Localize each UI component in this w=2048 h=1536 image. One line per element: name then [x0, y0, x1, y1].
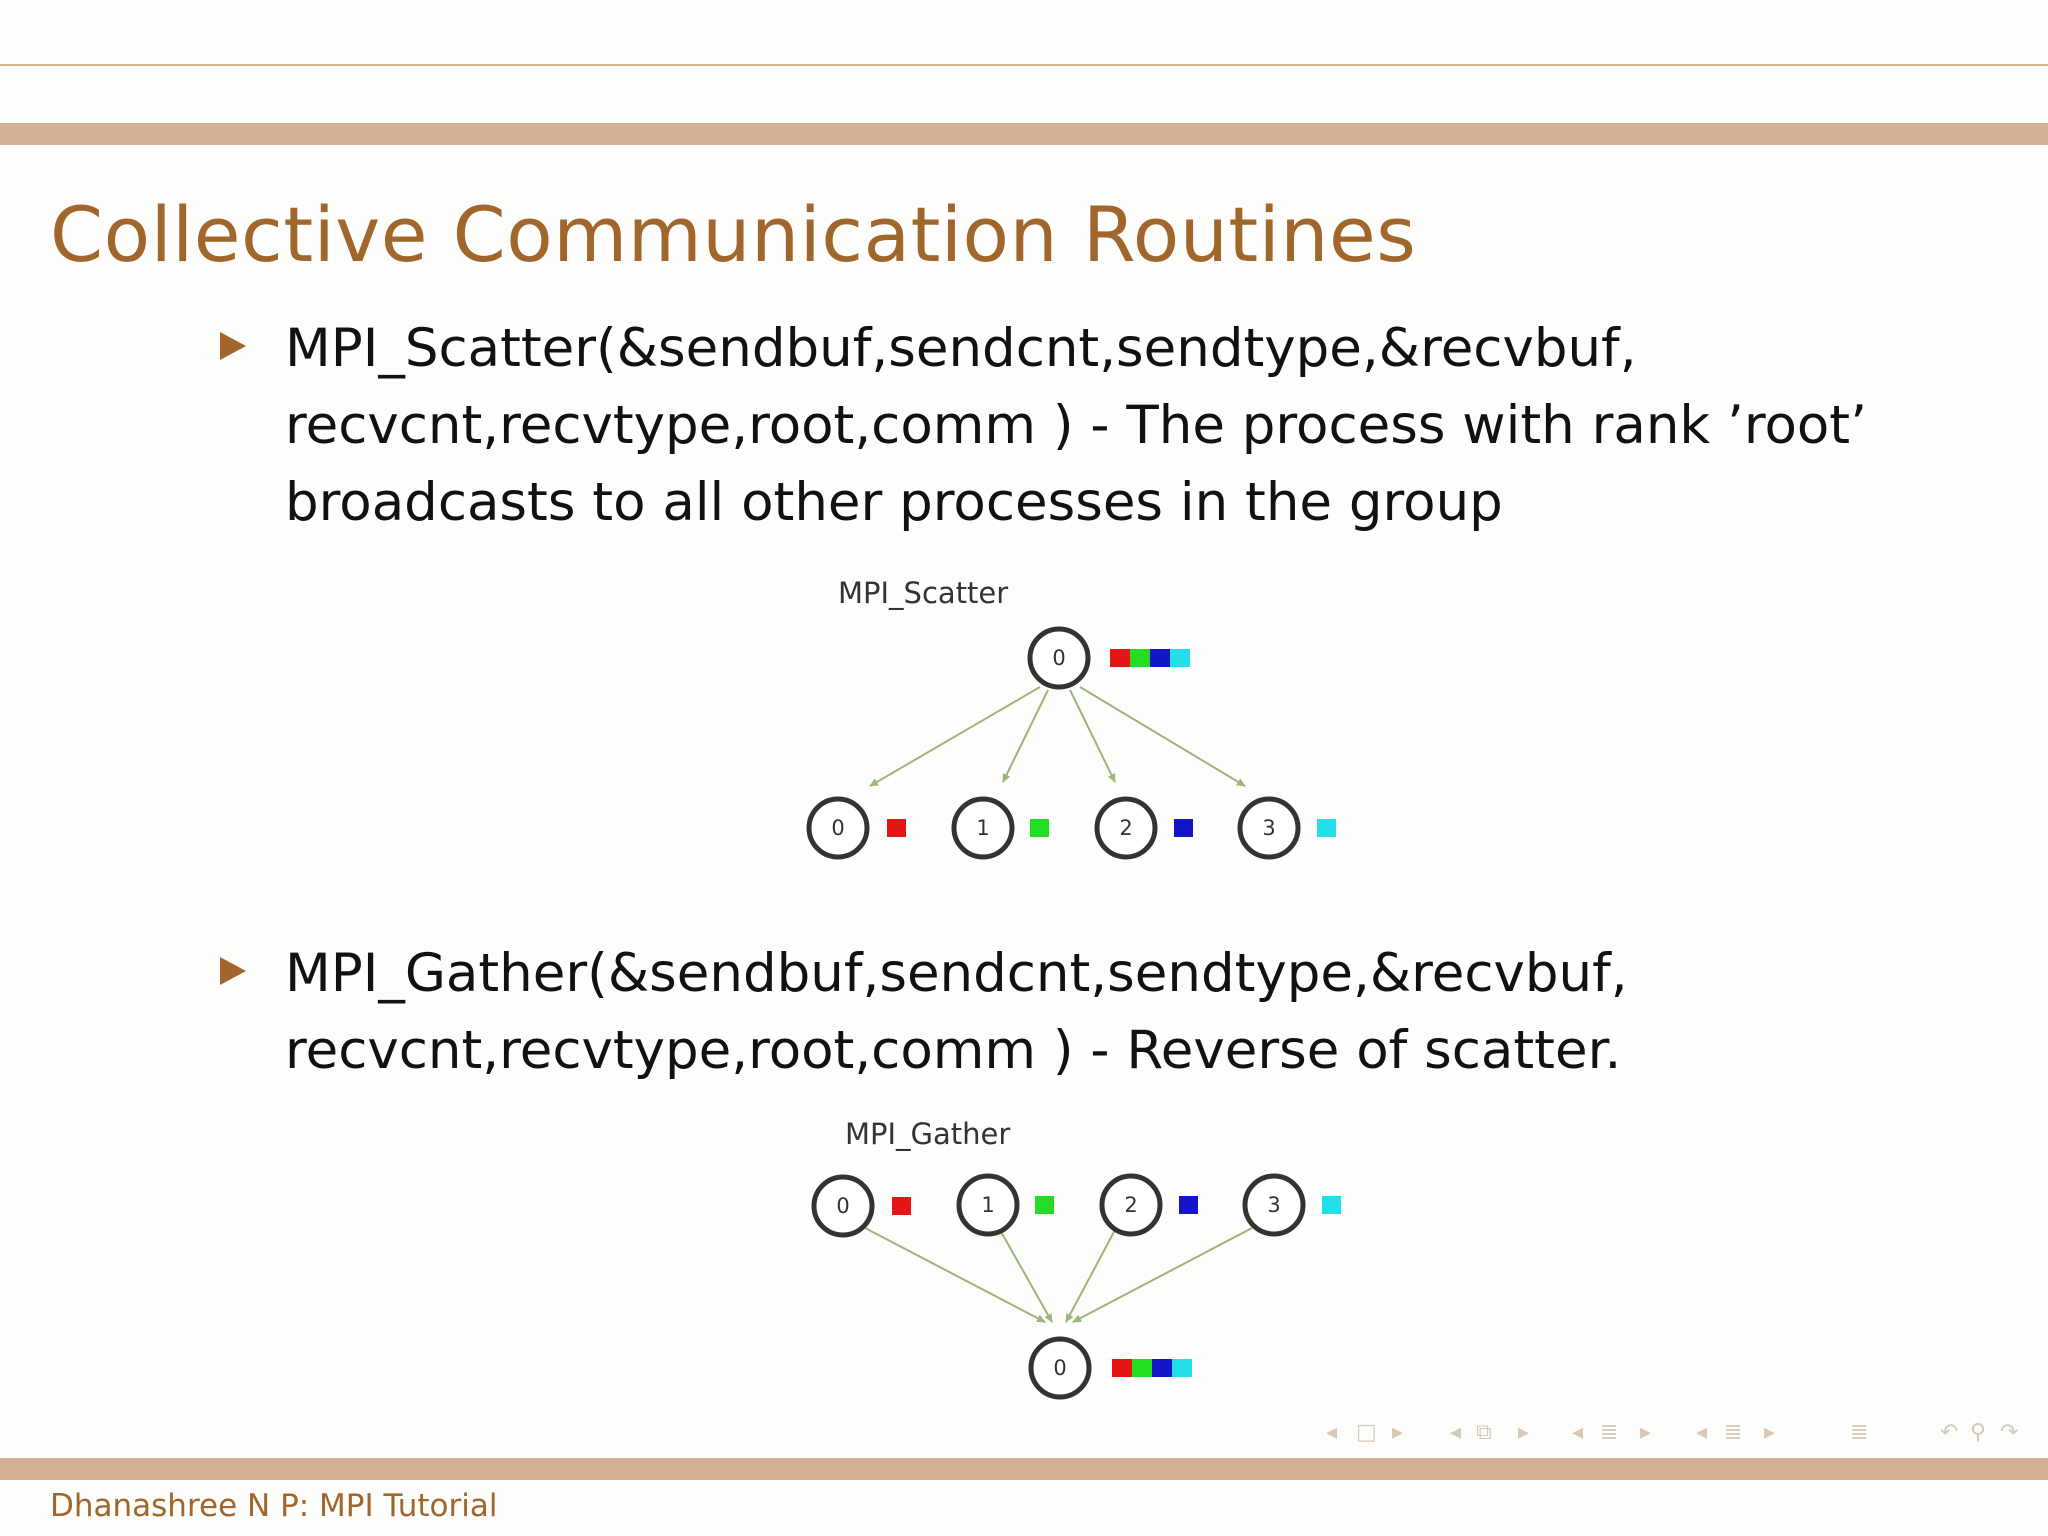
gather-root-buffer	[1112, 1359, 1192, 1377]
buffer-block-red	[892, 1197, 911, 1215]
gather-title: MPI_Gather	[845, 1117, 1011, 1151]
header-band	[0, 123, 2048, 145]
bullet-text	[285, 310, 1985, 541]
gather-node-0	[814, 1177, 911, 1235]
buffer-block-green	[1130, 649, 1150, 667]
node-label: 1	[981, 1193, 995, 1217]
node-label: 0	[1052, 646, 1066, 670]
buffer-block-green	[1030, 819, 1049, 837]
nav-subsection-icon[interactable]: ⧉	[1476, 1420, 1492, 1445]
gather-node-3	[1245, 1176, 1341, 1234]
scatter-node-3	[1240, 799, 1336, 857]
node-label: 0	[831, 816, 845, 840]
buffer-block-blue	[1150, 649, 1170, 667]
bullet-line: recvcnt,recvtype,root,comm ) - The process with rank ’root’	[285, 395, 1867, 456]
bullet-triangle-icon	[220, 332, 246, 360]
node-label: 0	[1053, 1356, 1067, 1380]
nav-section-icon[interactable]: ≣	[1600, 1420, 1619, 1445]
node-label: 3	[1262, 816, 1276, 840]
gather-arrow	[1000, 1230, 1052, 1322]
buffer-block-blue	[1174, 819, 1193, 837]
bullet-line: MPI_Scatter(&sendbuf,sendcnt,sendtype,&recvbuf,	[285, 318, 1637, 379]
nav-back-icon[interactable]: ↶	[1940, 1420, 1959, 1445]
nav-prev-all-icon[interactable]: ◂	[1696, 1420, 1708, 1445]
nav-search-icon[interactable]: ⚲	[1970, 1420, 1987, 1445]
node-label: 2	[1124, 1193, 1138, 1217]
gather-arrow	[865, 1228, 1045, 1322]
scatter-root-node	[1030, 629, 1088, 687]
buffer-block-cyan	[1172, 1359, 1192, 1377]
nav-next-subsection-icon[interactable]: ▸	[1518, 1420, 1530, 1445]
scatter-node-1	[954, 799, 1049, 857]
gather-arrow	[1073, 1228, 1252, 1322]
buffer-block-red	[1110, 649, 1130, 667]
buffer-block-blue	[1179, 1196, 1198, 1214]
nav-next-all-icon[interactable]: ▸	[1764, 1420, 1776, 1445]
nav-prev-frame-icon[interactable]: ◂	[1326, 1420, 1338, 1445]
node-label: 1	[976, 816, 990, 840]
buffer-block-red	[887, 819, 906, 837]
bullet-line: recvcnt,recvtype,root,comm ) - Reverse of scatter.	[285, 1020, 1622, 1081]
scatter-node-2	[1097, 799, 1193, 857]
bullet-line: MPI_Gather(&sendbuf,sendcnt,sendtype,&recvbuf,	[285, 943, 1628, 1004]
gather-node-1	[959, 1176, 1054, 1234]
nav-forward-icon[interactable]: ↷	[2000, 1420, 2019, 1445]
buffer-block-green	[1035, 1196, 1054, 1214]
buffer-block-red	[1112, 1359, 1132, 1377]
bullet-text	[285, 935, 1985, 1089]
scatter-diagram	[790, 560, 1370, 870]
buffer-block-cyan	[1317, 819, 1336, 837]
scatter-title: MPI_Scatter	[838, 576, 1009, 610]
bullet-triangle-icon	[220, 957, 246, 985]
buffer-block-cyan	[1322, 1196, 1341, 1214]
slide-title: Collective Communication Routines	[50, 190, 1417, 279]
bullet-line: broadcasts to all other processes in the group	[285, 472, 1503, 533]
scatter-arrow	[1080, 687, 1245, 786]
footer-text: Dhanashree N P: MPI Tutorial	[50, 1488, 498, 1524]
nav-frame-icon[interactable]: □	[1356, 1420, 1377, 1445]
nav-prev-subsection-icon[interactable]: ◂	[1450, 1420, 1462, 1445]
gather-root-node	[1031, 1339, 1089, 1397]
navigation-bar	[1320, 1420, 2040, 1456]
node-label: 0	[836, 1194, 850, 1218]
buffer-block-green	[1132, 1359, 1152, 1377]
buffer-block-blue	[1152, 1359, 1172, 1377]
gather-diagram	[790, 1100, 1370, 1410]
nav-outline-icon[interactable]: ≣	[1850, 1420, 1869, 1445]
nav-next-frame-icon[interactable]: ▸	[1392, 1420, 1404, 1445]
buffer-block-cyan	[1170, 649, 1190, 667]
scatter-root-buffer	[1110, 649, 1190, 667]
node-label: 2	[1119, 816, 1133, 840]
nav-all-icon[interactable]: ≣	[1724, 1420, 1743, 1445]
nav-prev-section-icon[interactable]: ◂	[1572, 1420, 1584, 1445]
gather-arrow	[1066, 1230, 1115, 1322]
node-label: 3	[1267, 1193, 1281, 1217]
header-rule	[0, 64, 2048, 66]
gather-node-2	[1102, 1176, 1198, 1234]
scatter-arrow	[870, 687, 1040, 786]
scatter-node-0	[809, 799, 906, 857]
footer-band	[0, 1458, 2048, 1480]
nav-next-section-icon[interactable]: ▸	[1640, 1420, 1652, 1445]
